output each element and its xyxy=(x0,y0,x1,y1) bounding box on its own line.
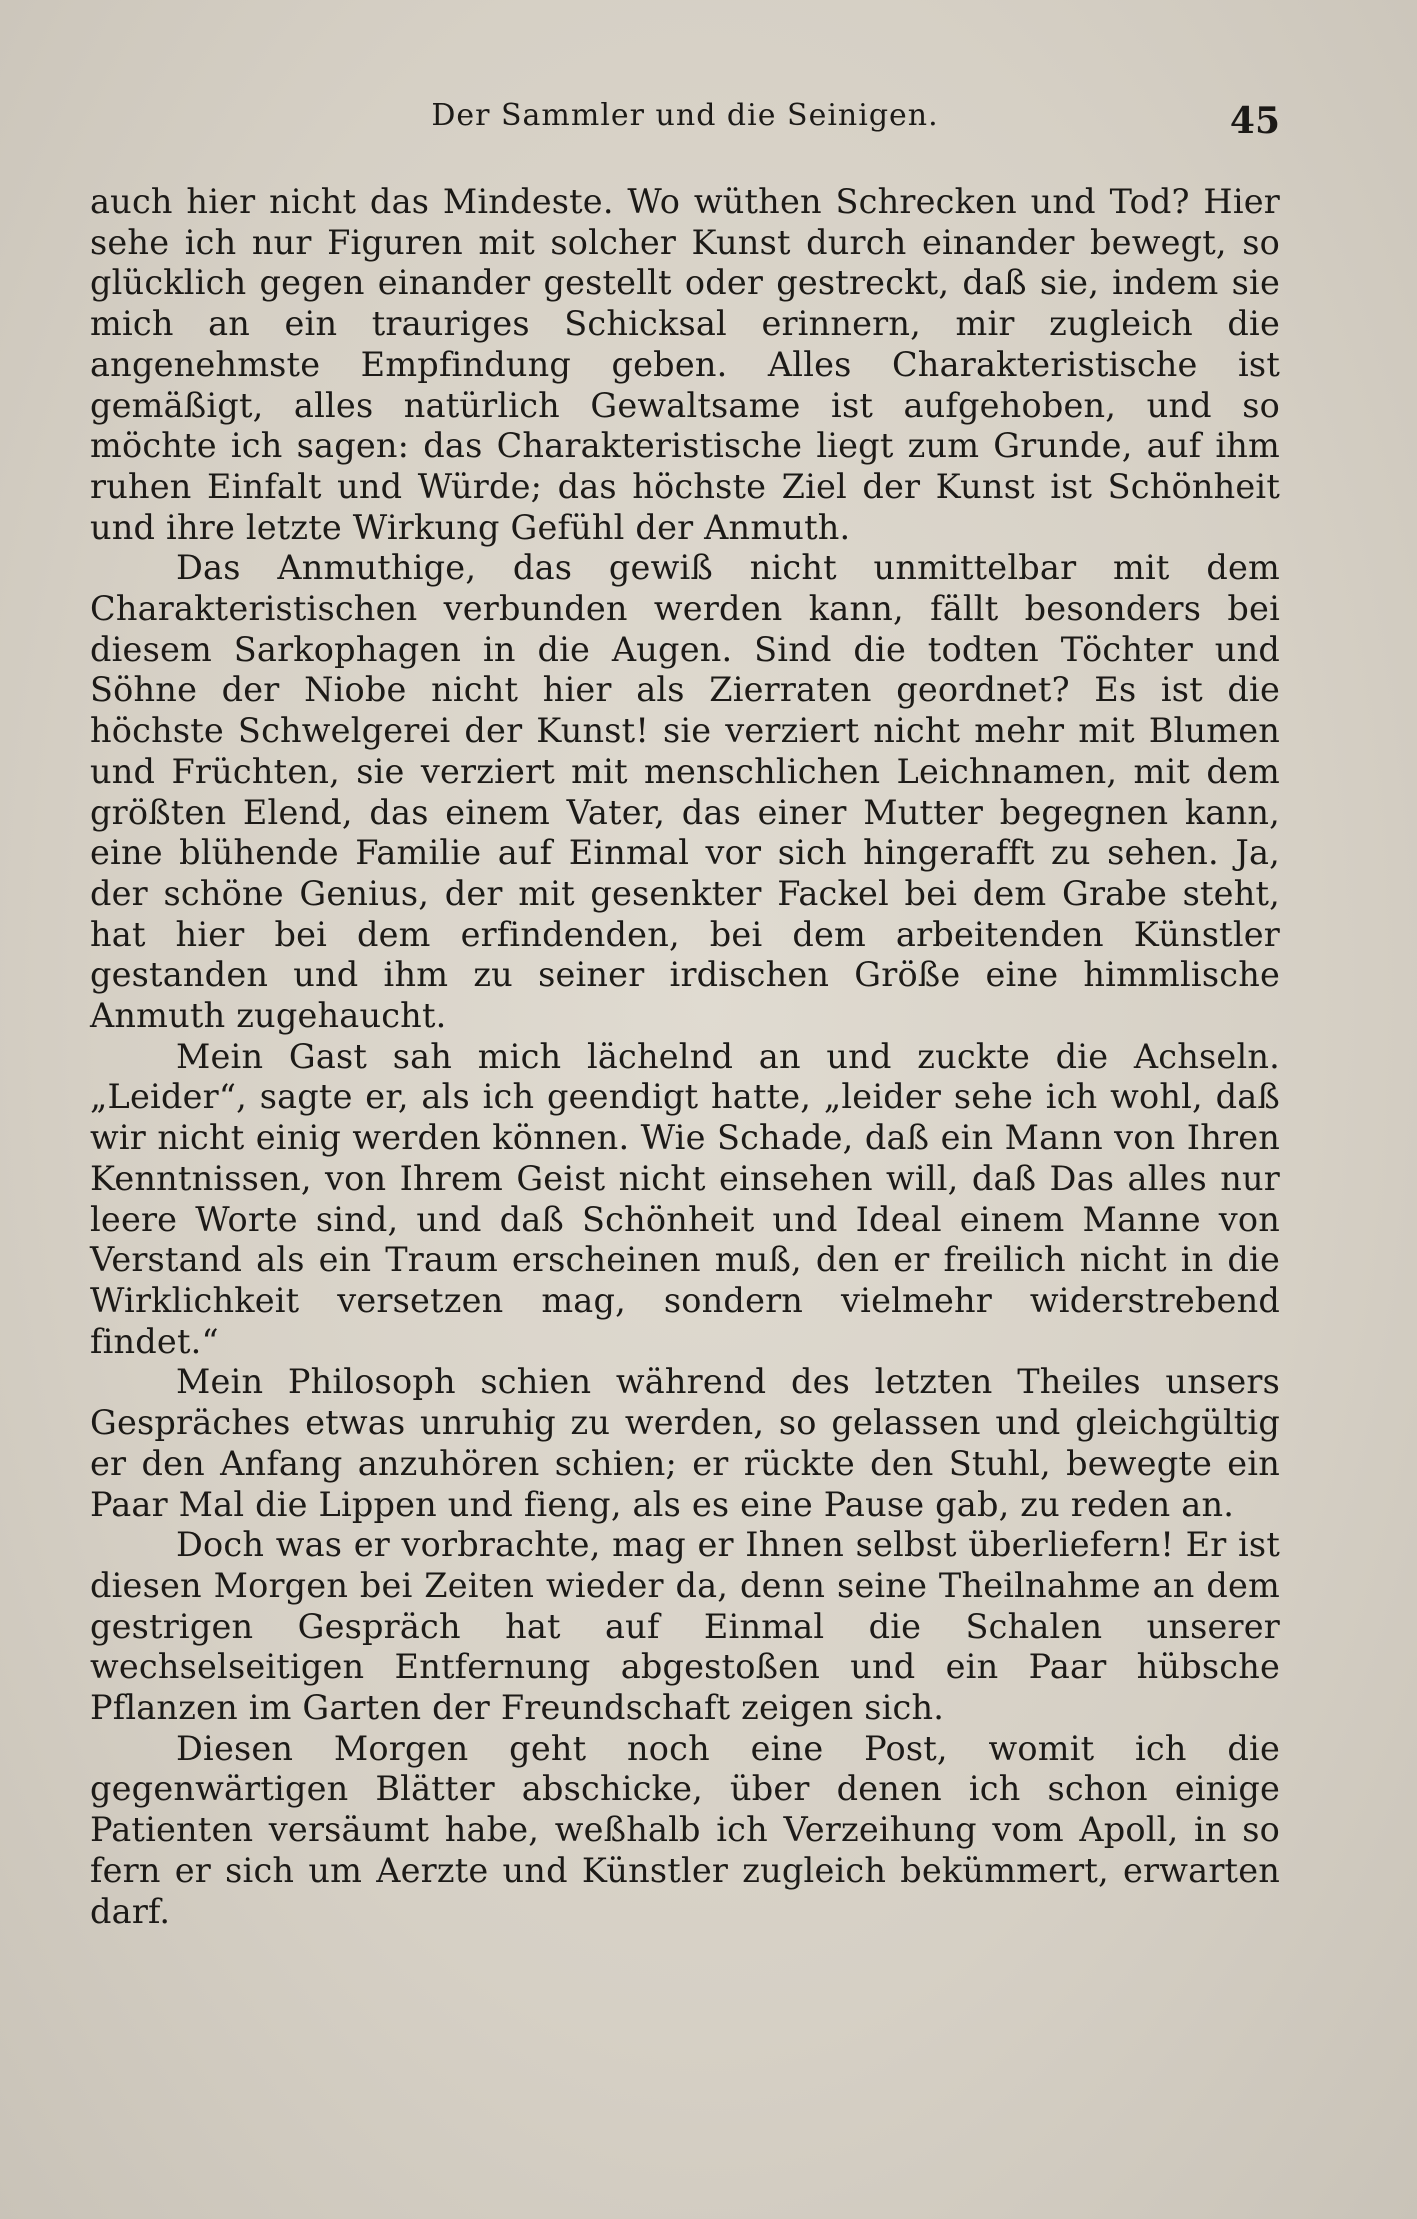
paragraph: Doch was er vorbrachte, mag er Ihnen selbst überliefern! Er ist diesen Morgen bei Zeiten wieder da, denn seine Theilnahme an dem gestrigen Gespräch hat auf Einmal die Schalen unserer wechselseitigen Entfernung abgestoßen und ein Paar hübsche Pflanzen im Garten der Freundschaft zeigen sich. xyxy=(90,1525,1280,1728)
running-title: Der Sammler und die Seinigen. xyxy=(431,98,939,133)
paragraph: Diesen Morgen geht noch eine Post, womit ich die gegenwärtigen Blätter abschicke, über denen ich schon einige Patienten versäumt habe, weßhalb ich Verzeihung vom Apoll, in so fern er sich um Aerzte und Künstler zugleich bekümmert, erwarten darf. xyxy=(90,1728,1280,1931)
paragraph: Das Anmuthige, das gewiß nicht unmittelbar mit dem Charakteristischen verbunden werden kann, fällt besonders bei diesem Sarkophagen in die Augen. Sind die todten Töchter und Söhne der Niobe nicht hier als Zierraten geordnet? Es ist die höchste Schwelgerei der Kunst! sie verziert nicht mehr mit Blumen und Früchten, sie verziert mit menschlichen Leichnamen, mit dem größten Elend, das einem Vater, das einer Mutter begegnen kann, eine blühende Familie auf Einmal vor sich hingerafft zu sehen. Ja, der schöne Genius, der mit gesenkter Fackel bei dem Grabe steht, hat hier bei dem erfindenden, bei dem arbeitenden Künstler gestanden und ihm zu seiner irdischen Größe eine himmlische Anmuth zugehaucht. xyxy=(90,548,1280,1036)
paragraph: Mein Philosoph schien während des letzten Theiles unsers Gespräches etwas unruhig zu werden, so gelassen und gleichgültig er den Anfang anzuhören schien; er rückte den Stuhl, bewegte ein Paar Mal die Lippen und fieng, als es eine Pause gab, zu reden an. xyxy=(90,1362,1280,1524)
page-header xyxy=(90,98,1280,158)
body-text xyxy=(90,182,1280,1932)
paragraph-continuation: auch hier nicht das Mindeste. Wo wüthen Schrecken und Tod? Hier sehe ich nur Figuren mit solcher Kunst durch einander bewegt, so glücklich gegen einander gestellt oder gestreckt, daß sie, indem sie mich an ein trauriges Schicksal erinnern, mir zugleich die angenehmste Empfindung geben. Alles Charakteristische ist gemäßigt, alles natürlich Gewaltsame ist aufgehoben, und so möchte ich sagen: das Charakteristische liegt zum Grunde, auf ihm ruhen Einfalt und Würde; das höchste Ziel der Kunst ist Schönheit und ihre letzte Wirkung Gefühl der Anmuth. xyxy=(90,182,1280,547)
paragraph: Mein Gast sah mich lächelnd an und zuckte die Achseln. „Leider“, sagte er, als ich geendigt hatte, „leider sehe ich wohl, daß wir nicht einig werden können. Wie Schade, daß ein Mann von Ihren Kenntnissen, von Ihrem Geist nicht einsehen will, daß Das alles nur leere Worte sind, und daß Schönheit und Ideal einem Manne von Verstand als ein Traum erscheinen muß, den er freilich nicht in die Wirklichkeit versetzen mag, sondern vielmehr widerstrebend findet.“ xyxy=(90,1036,1280,1361)
page-number: 45 xyxy=(1229,100,1280,142)
